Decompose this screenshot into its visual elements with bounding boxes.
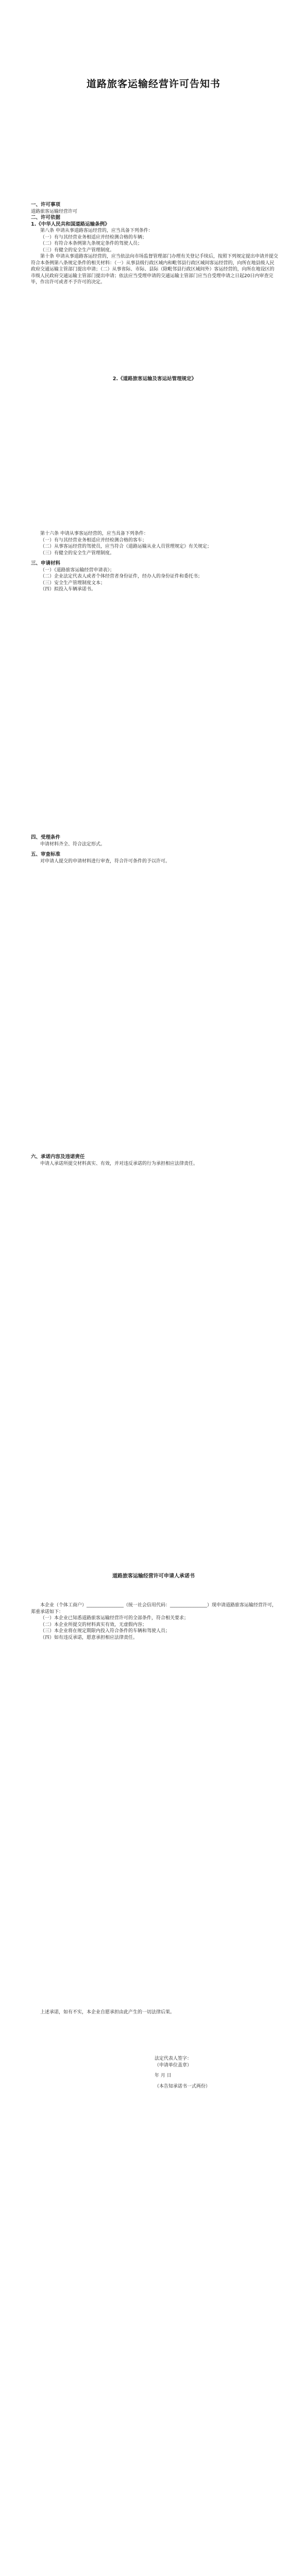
heading-commitment: 六、承诺内容及违诺责任	[31, 1154, 85, 1160]
law-title: 1.《中华人民共和国道路运输条例》	[31, 221, 110, 227]
heading-materials: 三、申请材料	[31, 561, 61, 566]
paragraph: （二）有符合本条例第九条规定条件的驾驶人员；	[40, 241, 143, 246]
paragraph: （三）有健全的安全生产管理制度。	[40, 247, 115, 253]
section-regulation	[31, 376, 278, 383]
heading-permit-item: 一、许可事项	[31, 202, 61, 208]
closing-statement	[31, 2009, 278, 2016]
paragraph: 上述承诺，如有不实，本企业自愿承担由此产生的一切法律后果。	[40, 2010, 175, 2015]
paragraph: （一）有与其经营业务相适应并经检测合格的客车；	[40, 537, 147, 543]
commitment-letter-body	[31, 1602, 278, 1641]
paragraph: 对申请人提交的申请材料进行审查，符合许可条件的予以许可。	[40, 858, 170, 864]
paragraph: 申请材料齐全、符合法定形式。	[40, 841, 106, 847]
paragraph: 第十六条 申请从事客运经营的，应当具备下列条件：	[40, 531, 148, 536]
signature-label: 法定代表人签字：	[155, 2056, 192, 2061]
paragraph: （三）有健全的安全生产管理制度。	[40, 550, 115, 556]
section-intro	[31, 202, 278, 286]
list-item: （四）拟投入车辆承诺书。	[40, 587, 96, 592]
paragraph: 道路旅客运输经营许可	[31, 209, 78, 214]
list-item: （三）安全生产管理制度文本；	[40, 580, 106, 586]
copies-note: （本告知承诺书一式两份）	[155, 2083, 211, 2089]
section-commitment	[31, 1154, 278, 1167]
commitment-letter-title: 道路旅客运输经营许可申请人承诺书	[112, 1573, 195, 1579]
document-title: 道路旅客运输经营许可告知书	[86, 78, 220, 90]
section-conditions	[31, 531, 278, 593]
paragraph: （二）本企业所提交的材料真实有效，无虚假内容；	[40, 1622, 147, 1628]
signature-block	[155, 2056, 268, 2090]
paragraph: （一）本企业已知悉道路旅客运输经营许可的全部条件，符合相关要求；	[40, 1616, 189, 1621]
heading-acceptance: 四、受理条件	[31, 835, 61, 840]
paragraph: 申请人承诺所提交材料真实、有效，并对违反承诺的行为承担相应法律责任。	[40, 1161, 198, 1166]
paragraph: （三）本企业将在规定期限内投入符合条件的车辆和驾驶人员；	[40, 1629, 170, 1634]
section-acceptance	[31, 835, 278, 865]
heading-review: 五、审查标准	[31, 852, 61, 857]
list-item: （一）《道路旅客运输经营申请表》；	[40, 567, 115, 573]
paragraph: （一）有与其经营业务相适应并经检测合格的车辆；	[40, 234, 147, 240]
paragraph: 本企业（个体工商户）________________（统一社会信用代码：________________）现申请道路旅客运输经营许可，郑重承诺如下：	[31, 1603, 277, 1615]
paragraph: （二）从事客运经营的驾驶员，应当符合《道路运输从业人员管理规定》有关规定；	[40, 544, 212, 549]
list-item: （二）企业法定代表人或者个体经营者身份证件，经办人的身份证件和委托书；	[40, 574, 203, 579]
paragraph: （四）如有违反承诺，愿意承担相应法律责任。	[40, 1635, 138, 1640]
date-line: 年 月 日	[155, 2073, 172, 2078]
regulation-title: 2.《道路旅客运输及客运站管理规定》	[112, 376, 197, 382]
paragraph: 第八条 申请从事道路客运经营的，应当具备下列条件：	[40, 228, 153, 233]
paragraph: 第十条 申请从事道路客运经营的，应当依法向市场监督管理部门办理有关登记手续后，按照下列规定提出申请并提交符合本条例第八条规定条件的相关材料：（一）从事县级行政区域内和毗邻县行政区域间客运经营的，向所在地县级人民政府交通运输主管部门提出申请；（二）从事省际、市际、县际（除毗邻县行政区域间外）客运经营的，向所在地设区的市级人民政府交通运输主管部门提出申请；依法应当受理申请的交通运输主管部门应当自受理申请之日起20日内审查完毕，作出许可或者不予许可的决定。	[31, 254, 278, 285]
seal-label: （申请单位盖章）	[155, 2062, 192, 2068]
heading-basis: 二、许可依据	[31, 215, 61, 221]
